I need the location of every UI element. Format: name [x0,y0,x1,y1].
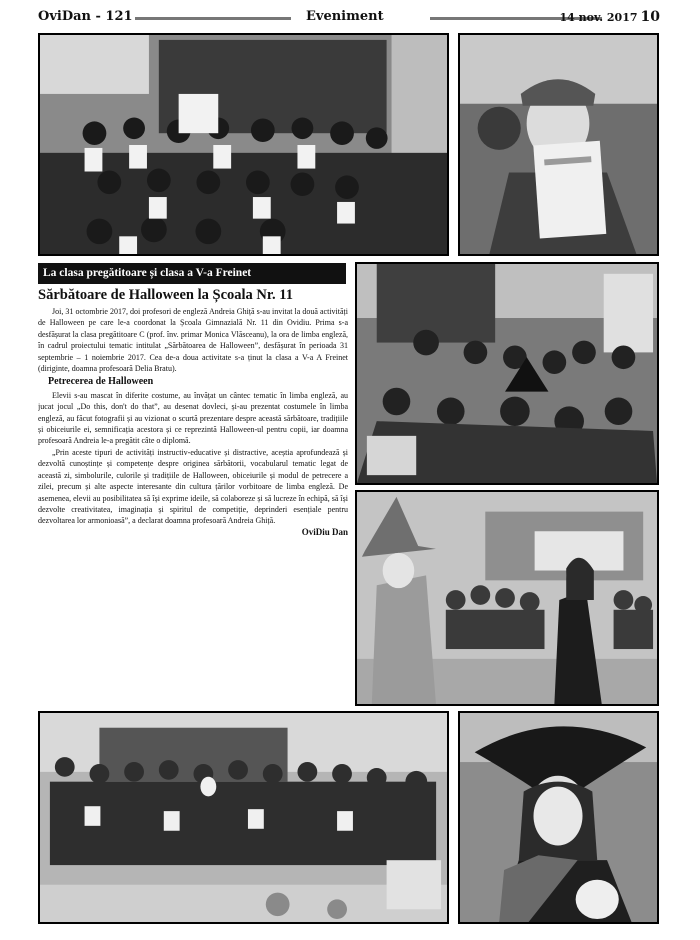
photo-boy-with-diploma [458,33,659,256]
photo-girl-witch-hat [458,711,659,924]
issue-date: 14 nov. 2017 [559,11,638,24]
issue-date-and-page [559,9,660,25]
article-signature: OviDiu Dan [301,526,348,537]
article-headline: Sărbătoare de Halloween la Școala Nr. 11 [38,287,293,303]
photo-group-class-v [38,711,449,924]
article-paragraph: „Prin aceste tipuri de activități instructiv-educative și distractive, aceștia aprofundează și dezvoltă cunoștințe și competențe despre originea sărbătorii, vocabularul tematic legat de această zi, simbolurile, culorile și tradițiile de Halloween, obiceiurile și modul de petrecere a zilei, precum și alte aspecte interesante din cultura țărilor vorbitoare de limba engleză. De asemenea, elevii au posibilitatea să își exprime ideile, să colaboreze și să lucreze în echipă, să își dezvolte creativitatea, imaginația și spiritul de competiție, deprinderi esențiale pentru dezvoltarea lor armonioasă”, a declarat doamna profesoară Andreia Ghiță. [38,447,348,526]
page-header [38,9,660,29]
article-paragraph: Joi, 31 octombrie 2017, doi profesori de engleză Andreia Ghiță s-au invitat la două activități de Halloween pe care le-a coordonat la Școala Gimnazială Nr. 11 din Ovidiu. Prima s-a desfășurat la clasa pregătitoare C (prof. înv. primar Monica Vlăsceanu), la ora de limba engleză, în cadrul proiectului tematic intitulat „Sărbătoarea de Halloween”, desfășurat în perioada 31 septembrie – 1 noiembrie 2017. Cea de-a doua activitate s-a ținut la clasa a V-a A Freinet (diriginte, doamna profesoară Delia Bratu). [38,307,348,374]
header-rule-left [135,17,291,20]
article-body [38,306,348,706]
article-subheading: Petrecerea de Halloween [48,376,154,388]
publication-name: OviDan - 121 [38,9,133,24]
page-number: 10 [640,9,660,25]
photo-children-in-costumes [355,262,659,485]
article-kicker: La clasa pregătitoare și clasa a V-a Freinet [38,263,346,284]
photo-classroom-witch-costume [355,490,659,706]
article-paragraph: Elevii s-au mascat în diferite costume, au învățat un cântec tematic în limba engleză, au jucat jocul „Do this, don't do that”, au desenat dovleci, și-au prezentat costumele în limba engleză, au făcut fotografii și au vizionat o scurtă prezentare despre această sărbătoare, tradițiile și obiceiurile ei, semnificația acestora și ce reprezintă Halloween-ul pentru copii, iar doamna profesoară Andreia le-a pregătit câte o diplomă. [38,390,348,446]
section-title: Eveniment [306,9,384,24]
photo-class-group-with-diplomas [38,33,449,256]
